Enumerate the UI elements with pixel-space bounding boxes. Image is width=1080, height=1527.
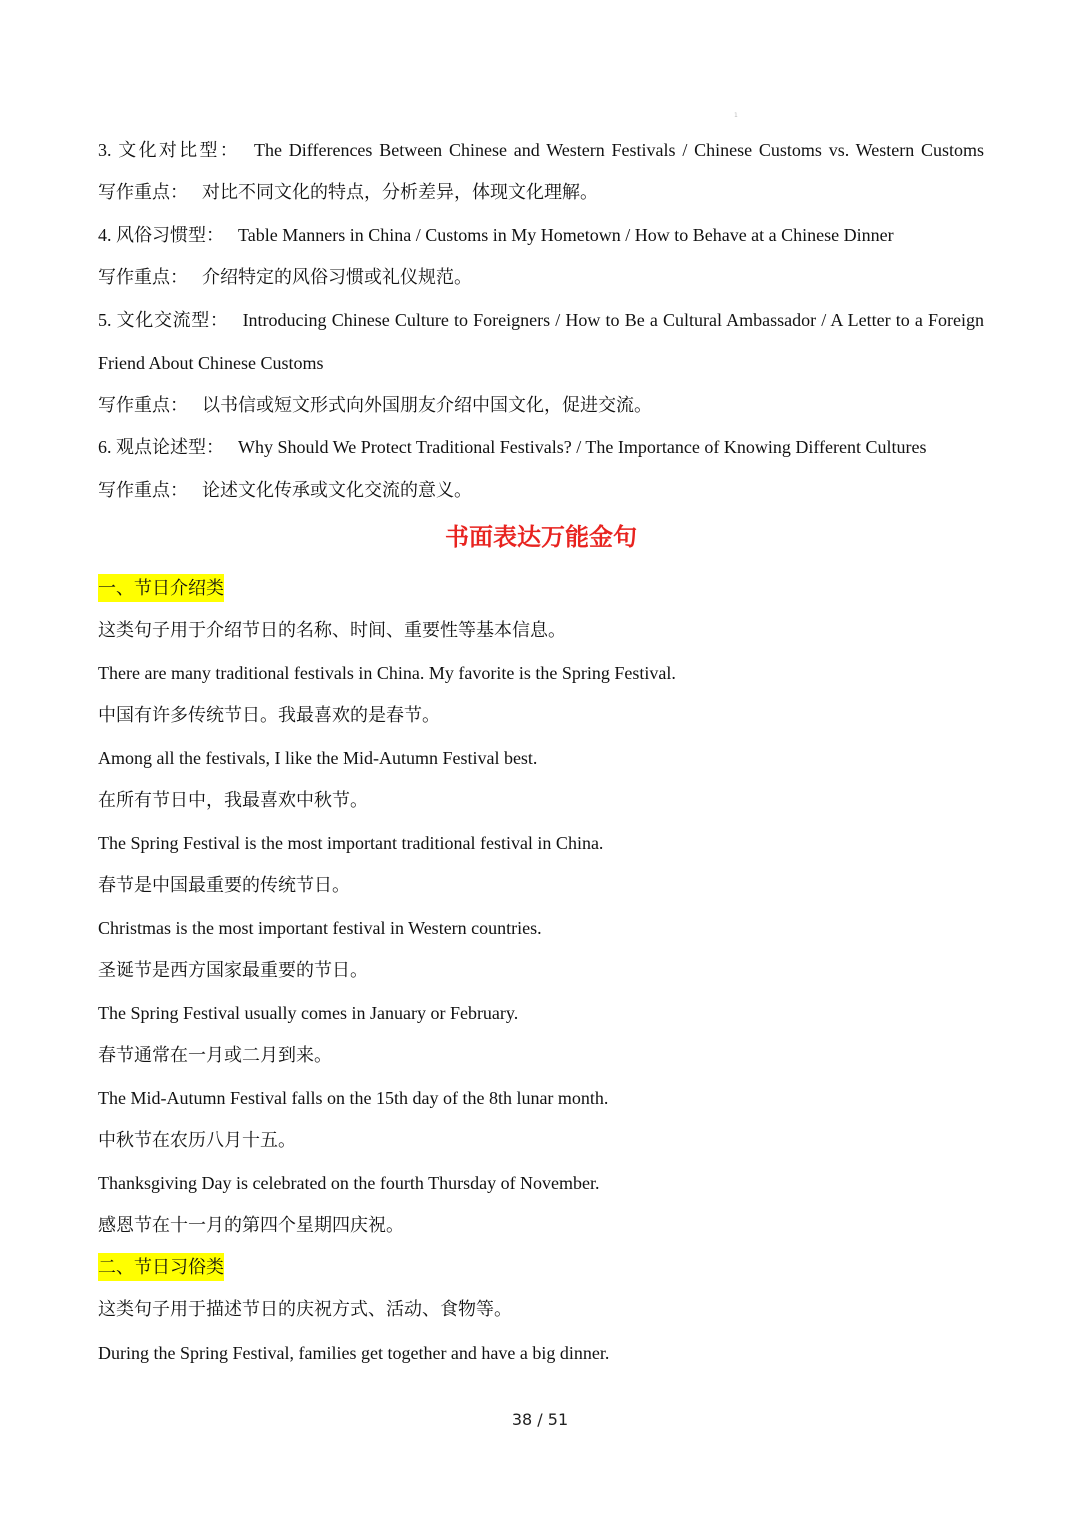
section-3-type: 3. 文化对比型： <box>98 140 241 160</box>
sentence-zh-3: 春节是中国最重要的传统节日。 <box>98 875 350 895</box>
section-5-topics: Introducing Chinese Culture to Foreigners / How to Be a Cultural Ambassador / A Letter to a Foreign Friend About Chinese Customs <box>98 310 984 373</box>
section-4-type: 4. 风俗习惯型： <box>98 225 224 245</box>
section-5-focus-line <box>98 393 984 417</box>
section-4-line <box>98 223 984 247</box>
category-1-heading-line <box>98 576 984 600</box>
sentence-zh-4: 圣诞节是西方国家最重要的节日。 <box>98 960 368 980</box>
section-3-focus-line <box>98 180 984 204</box>
section-6-focus-line <box>98 478 984 502</box>
section-5-type: 5. 文化交流型： <box>98 310 229 330</box>
sentence-en-2: Among all the festivals, I like the Mid-Autumn Festival best. <box>98 748 538 768</box>
sentence-en-1: There are many traditional festivals in China. My favorite is the Spring Festival. <box>98 663 676 683</box>
sentence-en-5: The Spring Festival usually comes in January or February. <box>98 1003 519 1023</box>
section-3-focus: 对比不同文化的特点，分析差异，体现文化理解。 <box>202 182 598 202</box>
sentence-en-8: During the Spring Festival, families get together and have a big dinner. <box>98 1343 610 1363</box>
section-6-type: 6. 观点论述型： <box>98 437 224 457</box>
section-5-focus: 以书信或短文形式向外国朋友介绍中国文化，促进交流。 <box>202 395 652 415</box>
category-2-heading: 二、节日习俗类 <box>98 1253 224 1281</box>
section-5-line <box>98 299 984 384</box>
sentence-zh-1: 中国有许多传统节日。我最喜欢的是春节。 <box>98 705 440 725</box>
section-5-focus-label: 写作重点： <box>98 395 188 415</box>
sentence-zh-5: 春节通常在一月或二月到来。 <box>98 1045 332 1065</box>
category-1-intro: 这类句子用于介绍节日的名称、时间、重要性等基本信息。 <box>98 620 566 640</box>
section-3-line <box>98 138 984 162</box>
sentence-en-7: Thanksgiving Day is celebrated on the fourth Thursday of November. <box>98 1173 600 1193</box>
sentence-en-3: The Spring Festival is the most important traditional festival in China. <box>98 833 604 853</box>
header-mark: 1 <box>734 112 738 119</box>
section-6-topics: Why Should We Protect Traditional Festivals? / The Importance of Knowing Different Cultures <box>238 437 927 457</box>
category-1-heading: 一、节日介绍类 <box>98 574 224 602</box>
document-page <box>98 0 984 1527</box>
section-3-focus-label: 写作重点： <box>98 182 188 202</box>
section-4-topics: Table Manners in China / Customs in My Hometown / How to Behave at a Chinese Dinner <box>238 225 894 245</box>
sentence-zh-6: 中秋节在农历八月十五。 <box>98 1130 296 1150</box>
golden-sentences-title: 书面表达万能金句 <box>445 525 637 551</box>
sentence-zh-2: 在所有节日中，我最喜欢中秋节。 <box>98 790 368 810</box>
category-2-intro: 这类句子用于描述节日的庆祝方式、活动、食物等。 <box>98 1299 512 1319</box>
section-4-focus-label: 写作重点： <box>98 267 188 287</box>
section-4-focus: 介绍特定的风俗习惯或礼仪规范。 <box>202 267 472 287</box>
page-number: 38 / 51 <box>511 1410 569 1429</box>
category-2-heading-line <box>98 1255 984 1279</box>
section-4-focus-line <box>98 265 984 289</box>
section-6-line <box>98 435 984 459</box>
section-3-topics: The Differences Between Chinese and Western Festivals / Chinese Customs vs. Western Customs <box>254 140 984 160</box>
sentence-en-6: The Mid-Autumn Festival falls on the 15th day of the 8th lunar month. <box>98 1088 609 1108</box>
section-6-focus: 论述文化传承或文化交流的意义。 <box>202 480 472 500</box>
section-6-focus-label: 写作重点： <box>98 480 188 500</box>
sentence-en-4: Christmas is the most important festival in Western countries. <box>98 918 542 938</box>
sentence-zh-7: 感恩节在十一月的第四个星期四庆祝。 <box>98 1215 404 1235</box>
